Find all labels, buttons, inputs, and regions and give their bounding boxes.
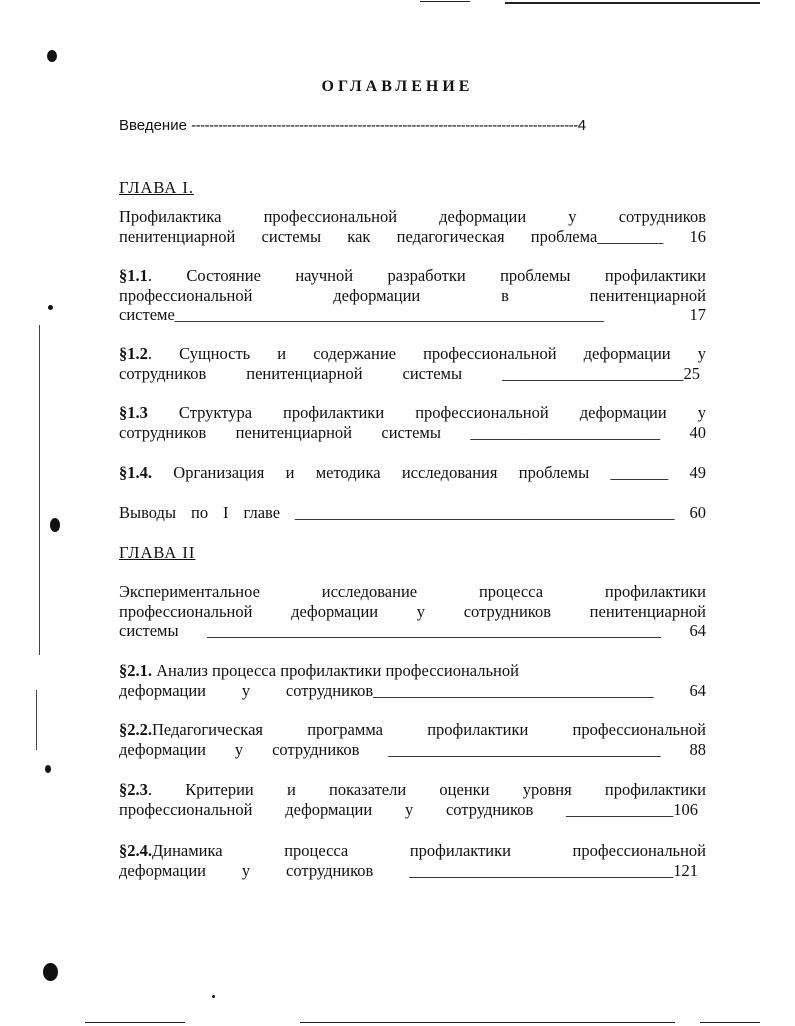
toc-entry-2-2 (119, 720, 706, 759)
scan-top-line-right (505, 2, 760, 4)
line: деформации у сотрудников _________________________________ 88 (119, 739, 706, 759)
section-number: §1.3 (119, 403, 148, 422)
chapter-1-heading: ГЛАВА I. (119, 178, 195, 197)
section-title: Структура профилактики профессиональной деформации у (147, 403, 706, 422)
section-title: Организация и методика исследования проблемы _______ 49 (152, 463, 706, 482)
line: пенитенциарной системы как педагогическая проблема________ 16 (119, 226, 706, 246)
scan-margin-line (36, 690, 37, 750)
scan-margin-line (39, 325, 40, 655)
toc-entry-conclusions-1 (119, 503, 706, 523)
line: Выводы по I главе ______________________________________________ 60 (119, 503, 706, 522)
section-number: §2.1. (119, 661, 152, 680)
chapter-2-heading: ГЛАВА II (119, 543, 196, 562)
toc-entry-1-4 (119, 463, 706, 483)
section-number: §2.3 (119, 780, 148, 799)
scan-bottom-line (85, 1022, 185, 1023)
line (119, 841, 706, 861)
intro-label: Введение (119, 117, 187, 134)
toc-entry-1-2 (119, 344, 706, 383)
scan-top-line (420, 1, 470, 2)
margin-blot (50, 518, 60, 532)
toc-entry-chapter-1 (119, 207, 706, 246)
intro-leader: -------------------------------------------------------------------------------------- (191, 117, 578, 134)
line: Экспериментальное исследование процесса профилактики (119, 582, 706, 601)
section-number: §1.1 (119, 266, 148, 285)
section-number: §1.2 (119, 344, 148, 363)
line: деформации у сотрудников__________________________________ 64 (119, 680, 706, 700)
section-number: §1.4. (119, 463, 152, 482)
line: профессиональной деформации у сотрудников пенитенциарной (119, 601, 706, 621)
line (119, 720, 706, 740)
section-number: §2.4. (119, 841, 152, 860)
section-title: Анализ процесса профилактики профессиональной (152, 661, 519, 680)
margin-mark (48, 305, 53, 310)
line: сотрудников пенитенциарной системы _______________________ 40 (119, 422, 706, 442)
line: системы _______________________________________________________ 64 (119, 621, 706, 640)
toc-entry-2-3 (119, 780, 706, 819)
line: системе____________________________________________________ 17 (119, 305, 706, 324)
margin-blot (43, 963, 58, 981)
margin-mark (47, 50, 57, 62)
line: Профилактика профессиональной деформации у сотрудников (119, 207, 706, 226)
intro-page: 4 (577, 117, 587, 134)
toc-entry-1-3 (119, 403, 706, 442)
line: профессиональной деформации у сотрудников _____________106 (119, 799, 698, 819)
section-title: . Критерии и показатели оценки уровня профилактики (147, 780, 706, 799)
section-title: Педагогическая программа профилактики профессиональной (152, 720, 706, 739)
line (119, 344, 706, 364)
section-title: Динамика процесса профилактики профессиональной (152, 841, 706, 860)
section-title: . Состояние научной разработки проблемы профилактики (147, 266, 706, 285)
line: деформации у сотрудников ________________________________121 (119, 860, 698, 880)
toc-entry-2-1 (119, 661, 706, 700)
scan-bottom-line (300, 1022, 675, 1023)
line: сотрудников пенитенциарной системы ______________________25 (119, 363, 700, 383)
toc-entry-1-1 (119, 266, 706, 325)
toc-entry-chapter-2 (119, 582, 706, 641)
toc-entry-intro (119, 117, 697, 134)
line (119, 403, 706, 423)
toc-entry-2-4 (119, 841, 706, 880)
line (119, 780, 706, 800)
line: профессиональной деформации в пенитенциарной (119, 285, 706, 305)
page-title: ОГЛАВЛЕНИЕ (321, 78, 474, 95)
section-number: §2.2. (119, 720, 152, 739)
margin-mark (45, 765, 51, 773)
speck (212, 995, 215, 998)
line (119, 266, 706, 286)
section-title: . Сущность и содержание профессиональной деформации у (147, 344, 706, 363)
scan-bottom-line (700, 1022, 760, 1023)
line (119, 661, 706, 681)
line (119, 463, 706, 483)
